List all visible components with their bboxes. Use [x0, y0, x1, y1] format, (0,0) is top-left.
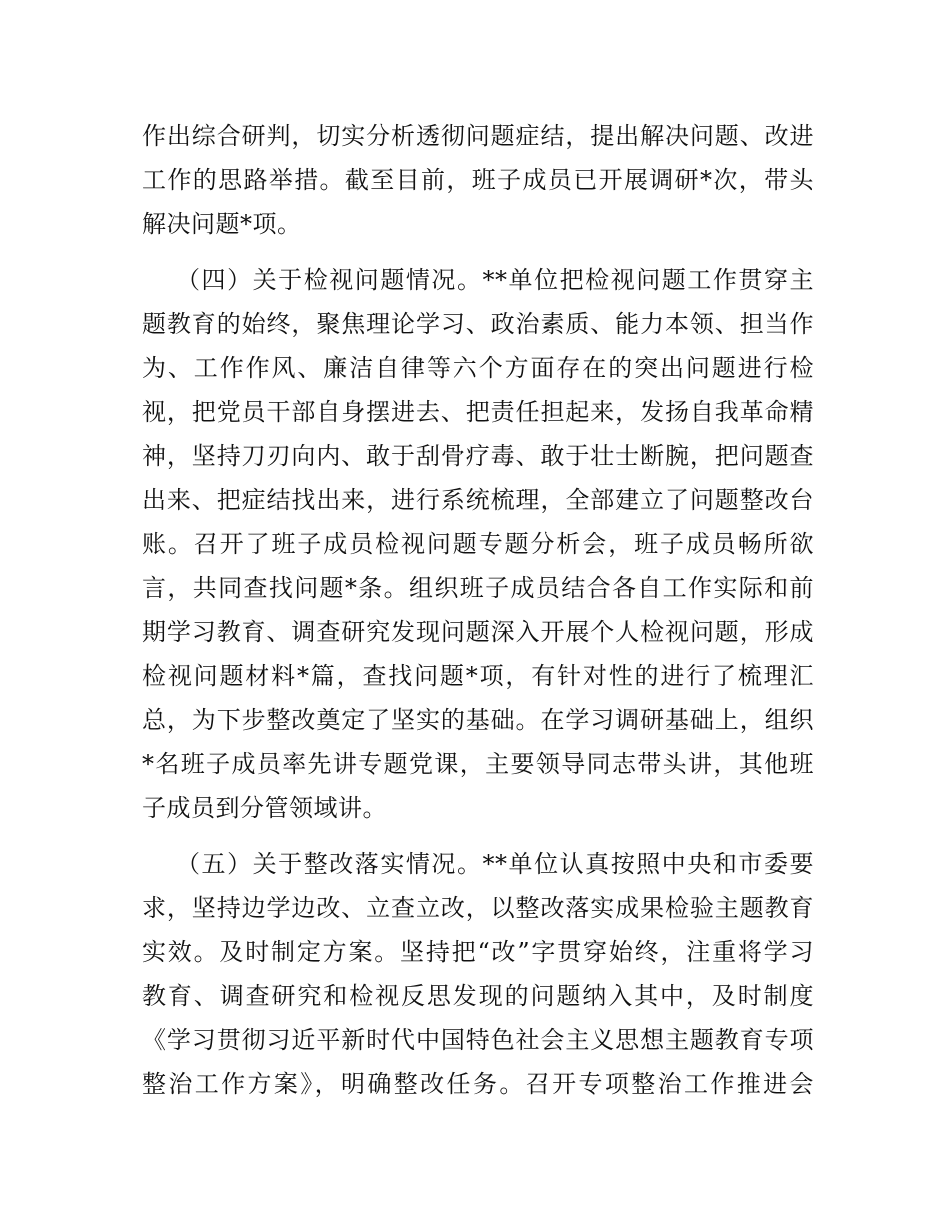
text-line: 作出综合研判，切实分析透彻问题症结，提出解决问题、改进 [142, 122, 814, 150]
text-line: 《学习贯彻习近平新时代中国特色社会主义思想主题教育专项 [142, 1026, 814, 1054]
text-line: 解决问题*项。 [142, 210, 302, 238]
text-line: 整治工作方案》，明确整改任务。召开专项整治工作推进会 [142, 1070, 814, 1098]
section-heading-line: （五）关于整改落实情况。**单位认真按照中央和市委要 [176, 850, 814, 878]
section-heading-line: （四）关于检视问题情况。**单位把检视问题工作贯穿主 [176, 266, 814, 294]
paragraph-section-4 [142, 258, 814, 830]
text-line: 言，共同查找问题*条。组织班子成员结合各自工作实际和前 [142, 574, 814, 602]
text-line: 求，坚持边学边改、立查立改，以整改落实成果检验主题教育 [142, 894, 814, 922]
text-line: 题教育的始终，聚焦理论学习、政治素质、能力本领、担当作 [142, 310, 814, 338]
text-line: 子成员到分管领域讲。 [142, 794, 387, 822]
text-line: 为、工作作风、廉洁自律等六个方面存在的突出问题进行检 [142, 354, 814, 382]
paragraph-section-5 [142, 842, 814, 1106]
text-line: 神，坚持刀刃向内、敢于刮骨疗毒、敢于壮士断腕，把问题查 [142, 442, 814, 470]
document-body [142, 114, 814, 1118]
text-line: 教育、调查研究和检视反思发现的问题纳入其中，及时制度 [142, 982, 814, 1010]
text-line: 出来、把症结找出来，进行系统梳理，全部建立了问题整改台 [142, 486, 814, 514]
text-line: 实效。及时制定方案。坚持把“改”字贯穿始终，注重将学习 [142, 938, 814, 966]
paragraph-research-continuation [142, 114, 814, 246]
text-line: 检视问题材料*篇，查找问题*项，有针对性的进行了梳理汇 [142, 662, 814, 690]
text-line: 期学习教育、调查研究发现问题深入开展个人检视问题，形成 [142, 618, 814, 646]
text-line: 总，为下步整改奠定了坚实的基础。在学习调研基础上，组织 [142, 706, 814, 734]
text-line: 工作的思路举措。截至目前，班子成员已开展调研*次，带头 [142, 166, 814, 194]
text-line: 账。召开了班子成员检视问题专题分析会，班子成员畅所欲 [142, 530, 814, 558]
text-line: 视，把党员干部自身摆进去、把责任担起来，发扬自我革命精 [142, 398, 814, 426]
text-line: *名班子成员率先讲专题党课，主要领导同志带头讲，其他班 [142, 750, 814, 778]
